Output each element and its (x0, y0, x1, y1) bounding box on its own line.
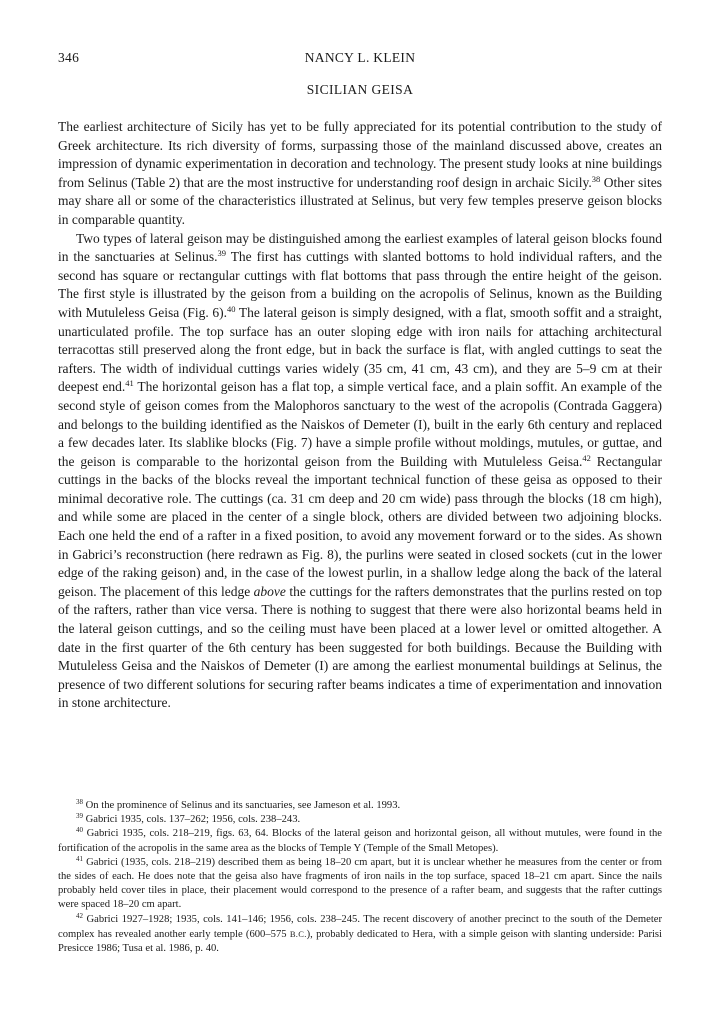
footnote (58, 799, 662, 813)
text-run: Rectangular cuttings in the backs of the blocks reveal the important technical function of these geisa as opposed to their minimal decorative role. The cuttings (ca. 31 cm deep and 20 cm wide) pass through the blocks (18 cm high), and while some are placed in the center of a single block, others are divided between two adjoining blocks. Each one held the end of a rafter in a fixed position, to avoid any movement forward or to the sides. As shown in Gabrici’s reconstruction (here redrawn as Fig. 8), the purlins were seated in closed sockets (cut in the lower edge of the raking geison) and, in the case of the lowest purlin, in a shallow ledge along the back of the lateral geison. The placement of this ledge (58, 453, 662, 599)
page-header (58, 50, 662, 68)
footnotes (58, 799, 662, 956)
footnote-number: 38 (76, 798, 83, 806)
footnote (58, 813, 662, 827)
footnote-text: On the prominence of Selinus and its sanctuaries, see Jameson et al. 1993. (85, 800, 401, 811)
footnote-ref[interactable]: 41 (125, 378, 134, 389)
footnote-text: Gabrici 1935, cols. 218–219, figs. 63, 64. Blocks of the lateral geison and horizontal geison, all without mutules, were found in the fortification of the acropolis in the same area as the blocks of Temple Y (Temple of the Small Metopes). (58, 828, 663, 854)
text-run: the cuttings for the rafters demonstrates that the purlins rested on top of the rafters, rather than vice versa. There is nothing to suggest that there were also horizontal beams held in the lateral geison cuttings, and so the ceiling must have been placed at a lower level or omitted altogether. A date in the first quarter of the 6th century has been suggested for both buildings. Because the Building with Mutuleless Geisa and the Naiskos of Demeter (I) are among the earliest monumental buildings at Selinus, the presence of two different solutions for securing rafter beams indicates a time of experimentation and innovation in stone architecture. (58, 583, 662, 711)
text-run: Two types of lateral geison may be distinguished among the earliest examples of lateral geison blocks found in the sanctuaries at Selinus. (58, 230, 662, 265)
footnote-ref[interactable]: 42 (582, 452, 591, 463)
footnote-ref[interactable]: 39 (217, 248, 227, 259)
text-run: The lateral geison is simply designed, with a flat, smooth soffit and a straight, unarticulated profile. The top surface has an outer sloping edge with iron nails for attaching architectural terracottas still preserved along the front edge, but in back the surface is flat, with angled cuttings to seat the rafters. The width of individual cuttings varies widely (35 cm, 41 cm, 43 cm), and they are 5–9 cm at their deepest end. (58, 304, 662, 395)
section-title: SICILIAN GEISA (306, 82, 414, 97)
footnote-ref[interactable]: 38 (591, 173, 601, 184)
footnote-text: Gabrici 1935, cols. 137–262; 1956, cols. 238–243. (85, 814, 301, 826)
era-abbreviation: B.C. (289, 928, 307, 939)
footnote-text: ), probably dedicated to Hera, with a simple geison with slanting underside: Parisi Presicce 1986; Tusa et al. 1986, p. 40. (58, 928, 662, 955)
footnote-number: 40 (76, 826, 83, 835)
footnote-text: Gabrici (1935, cols. 218–219) described them as being 18–20 cm apart, but it is unclear whether he measures from the center or from the sides of each. He does note that the geisa also have fragments of iron nails in the top surface, spaced 18–21 cm apart. Since the nails probably held cover tiles in place, their placement would correspond to the presence of a rafter beam, and suggests that the rafter cuttings were spaced 18–20 cm apart. (58, 856, 662, 911)
text-run: The earliest architecture of Sicily has yet to be fully appreciated for its potential contribution to the study of Greek architecture. Its rich diversity of forms, surpassing those of the mainland discussed above, creates an impression of dynamic experimentation in decoration and technology. The present study looks at nine buildings from Selinus (Table 2) that are the most instructive for understanding roof design in archaic Sicily. (58, 119, 662, 190)
footnote (58, 827, 662, 855)
footnote-number: 41 (76, 854, 83, 863)
footnote-number: 42 (76, 911, 83, 920)
emphasis: above (253, 583, 286, 599)
text-run: Other sites may share all or some of the characteristics illustrated at Selinus, but very few temples preserve geison blocks in comparable quantity. (58, 174, 662, 227)
paragraph (58, 118, 662, 230)
footnote (58, 856, 662, 913)
footnote-ref[interactable]: 40 (227, 303, 236, 314)
footnote-text: Gabrici 1927–1928; 1935, cols. 141–146; 1956, cols. 238–245. The recent discovery of another precinct to the south of the Demeter complex has revealed another early temple (600–575 (58, 913, 662, 940)
running-head: NANCY L. KLEIN (304, 50, 416, 65)
footnote-number: 39 (76, 812, 83, 821)
footnote (58, 913, 662, 957)
text-run: The horizontal geison has a flat top, a simple vertical face, and a plain soffit. An example of the second style of geison comes from the Malophoros sanctuary to the west of the acropolis (Contrada Gaggera) and belongs to the building identified as the Naiskos of Demeter (I), built in the early 6th century and replaced a few decades later. Its slablike blocks (Fig. 7) have a simple profile without moldings, mutules, or guttae, and the geison is comparable to the horizontal geison from the Building with Mutuleless Geisa. (58, 379, 662, 469)
page-number: 346 (58, 50, 80, 65)
body-text (58, 118, 662, 713)
paragraph (58, 230, 662, 713)
text-run: The first has cuttings with slanted bottoms to hold individual rafters, and the second has square or rectangular cuttings with flat bottoms that pass through the entire height of the geison. The first style is illustrated by the geison from a building on the acropolis of Selinus, known as the Building with Mutuleless Geisa (Fig. 6). (58, 249, 663, 320)
